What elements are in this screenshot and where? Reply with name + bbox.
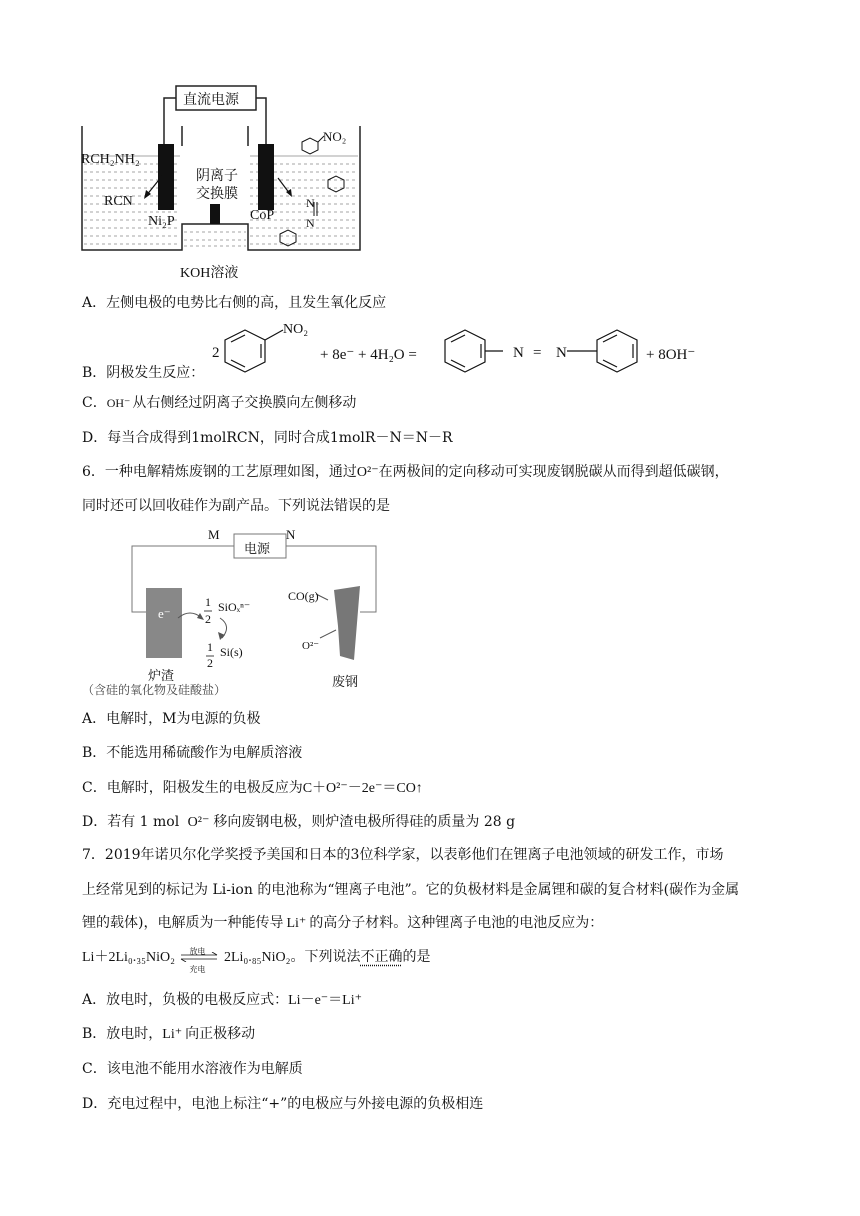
q6-stem-line2: 同时还可以回收硅作为副产品。下列说法错误的是 — [82, 498, 390, 514]
q6-si-label: Si(s) — [220, 645, 243, 659]
q6-steel-label: 废钢 — [332, 674, 359, 689]
q6-siox-label: SiOₓⁿ⁻ — [218, 600, 251, 614]
q7-option-a-prefix: A．放电时，负极的电极反应式： — [82, 992, 289, 1008]
q5-right-wire — [256, 98, 266, 144]
q6-o2-arrow — [320, 630, 336, 638]
q7-reaction-tail-b: 的是 — [402, 949, 431, 965]
q7-stem-line3-ion: Li⁺ — [286, 916, 307, 931]
q5-eq-nitrobenzene — [225, 330, 283, 372]
q5-option-c-text: 从右侧经过阴离子交换膜向左侧移动 — [132, 395, 357, 411]
q6-co-label: CO(g) — [288, 589, 319, 603]
q5-left-product: RCN — [104, 194, 133, 209]
q6-option-c-prefix: C．电解时，阳极发生的电极反应为 — [82, 780, 303, 796]
q5-left-electrode — [158, 144, 174, 210]
q7-reaction-right: 2Li₀.₈₅NiO₂ — [223, 950, 291, 965]
q5-option-c-ion: OH⁻ — [106, 396, 131, 410]
q6-stem-line1 — [82, 462, 729, 483]
q5-azo-n-bottom: N — [306, 216, 315, 230]
q6-stem-ion: O²⁻ — [356, 465, 379, 480]
q6-curve-arrowhead — [218, 632, 225, 640]
q5-nitro-label: NO₂ — [323, 129, 347, 144]
q5-right-electrode-label: CoP — [250, 208, 275, 223]
q7-reaction-left: Li＋2Li₀.₃₅NiO₂ — [82, 950, 176, 965]
q5-option-c-prefix: C． — [82, 395, 107, 411]
q5-left-electrode-label: Ni₂P — [148, 214, 175, 229]
q7-stem-line1: 7．2019年诺贝尔化学奖授予美国和日本的3位科学家，以表彰他们在锂离子电池领域的研发工作，市场 — [82, 847, 724, 863]
q5-eq-no2: NO₂ — [283, 322, 309, 337]
q6-frac-num-1: 1 — [205, 595, 211, 609]
q5-eq-n1: N — [513, 345, 524, 361]
q5-left-reactant: RCH₂NH₂ — [81, 152, 140, 167]
q6-frac-num-2: 1 — [207, 640, 213, 654]
q7-option-b — [82, 1024, 255, 1045]
q6-option-d — [82, 812, 515, 833]
q5-azo-ring-top — [328, 176, 344, 192]
q5-option-b-prefix: B．阴极发生反应： — [82, 365, 205, 381]
q5-eq-n2: N — [556, 345, 567, 361]
q5-solution-label: KOH溶液 — [180, 266, 239, 281]
q7-stem-line3-b: 的高分子材料。这种锂离子电池的电池反应为： — [309, 915, 604, 931]
q5-membrane-label-2: 交换膜 — [196, 187, 238, 202]
q6-option-c — [82, 778, 423, 799]
q5-eq-coef: 2 — [212, 345, 220, 361]
q5-right-electrode — [258, 144, 274, 210]
q7-stem-line2: 上经常见到的标记为 Li-ion 的电池称为“锂离子电池”。它的负极材料是金属锂和碳的复合材料(碳作为金属 — [82, 882, 740, 898]
q6-frac-den-2: 2 — [207, 656, 213, 670]
q7-stem-line3 — [82, 913, 603, 934]
q5-azo-n-top: N — [306, 196, 315, 210]
q5-power-label: 直流电源 — [183, 93, 239, 108]
q5-solution-channel — [184, 232, 246, 246]
q5-nitrobenzene-ring — [302, 136, 324, 154]
q6-n-label: N — [286, 527, 296, 542]
q6-frac-den-1: 2 — [205, 612, 211, 626]
q6-m-label: M — [208, 527, 220, 542]
q5-eq-benzene-right — [567, 330, 637, 372]
q6-power-label: 电源 — [244, 541, 271, 556]
q7-reaction-tail-emph: 不正确 — [360, 949, 403, 965]
q6-slag-label: 炉渣 — [148, 668, 175, 683]
q6-option-d-suffix: 移向废钢电极，则炉渣电极所得硅的质量为 28 g — [213, 814, 516, 830]
q6-slag-note: （含硅的氧化物及硅酸盐） — [82, 683, 227, 697]
q5-eq-double: = — [533, 345, 542, 361]
q6-e-arrowhead — [197, 613, 204, 620]
q5-eq-electrons: + 8e⁻ + 4H₂O = — [320, 347, 417, 363]
q5-partition — [182, 126, 248, 146]
q5-option-a: A．左侧电极的电势比右侧的高，且发生氧化反应 — [82, 295, 387, 311]
q6-option-a: A．电解时，M为电源的负极 — [82, 711, 261, 727]
q5-eq-oh: + 8OH⁻ — [646, 347, 696, 363]
q7-option-b-suffix: 向正极移动 — [185, 1026, 256, 1042]
q7-stem-line3-a: 锂的载体)，电解质为一种能传导 — [82, 915, 284, 931]
q5-left-wire — [164, 98, 176, 144]
q7-option-a-eq: Li－e⁻＝Li⁺ — [288, 993, 363, 1008]
q7-option-c: C．该电池不能用水溶液作为电解质 — [82, 1061, 303, 1077]
q7-reaction-tail-a: 。下列说法 — [290, 949, 361, 965]
q7-reaction — [82, 947, 431, 974]
q5-option-d: D．每当合成得到1molRCN，同时合成1molR－N＝N－R — [82, 430, 453, 446]
q7-reaction-arrow — [179, 947, 219, 974]
q6-option-d-ion: O²⁻ — [187, 815, 210, 830]
q6-steel-electrode — [334, 586, 360, 660]
q7-option-b-prefix: B．放电时， — [82, 1026, 163, 1042]
q6-option-d-prefix: D．若有 1 mol — [82, 814, 184, 830]
q5-eq-benzene-left — [445, 330, 503, 372]
q6-electron-label: e⁻ — [158, 606, 171, 621]
q7-arrow-bottom: 充电 — [189, 965, 206, 974]
q5-option-c — [82, 393, 356, 413]
q6-stem-part1: 6．一种电解精炼废钢的工艺原理如图，通过 — [82, 464, 357, 480]
q7-option-a — [82, 990, 362, 1011]
q6-stem-part2: 在两极间的定向移动可实现废钢脱碳从而得到超低碳钢， — [378, 464, 729, 480]
q7-option-d: D．充电过程中，电池上标注“+”的电极应与外接电源的负极相连 — [82, 1096, 484, 1112]
q6-slag-electrode — [146, 588, 182, 658]
q6-option-b: B．不能选用稀硫酸作为电解质溶液 — [82, 745, 303, 761]
q6-o2-label: O²⁻ — [302, 640, 320, 652]
q7-option-b-ion: Li⁺ — [162, 1027, 183, 1042]
q5-membrane-label-1: 阴离子 — [196, 169, 238, 184]
q5-membrane — [210, 204, 220, 224]
q6-option-c-eq: C＋O²⁻－2e⁻＝CO↑ — [302, 781, 423, 796]
q7-arrow-top: 放电 — [189, 947, 206, 956]
